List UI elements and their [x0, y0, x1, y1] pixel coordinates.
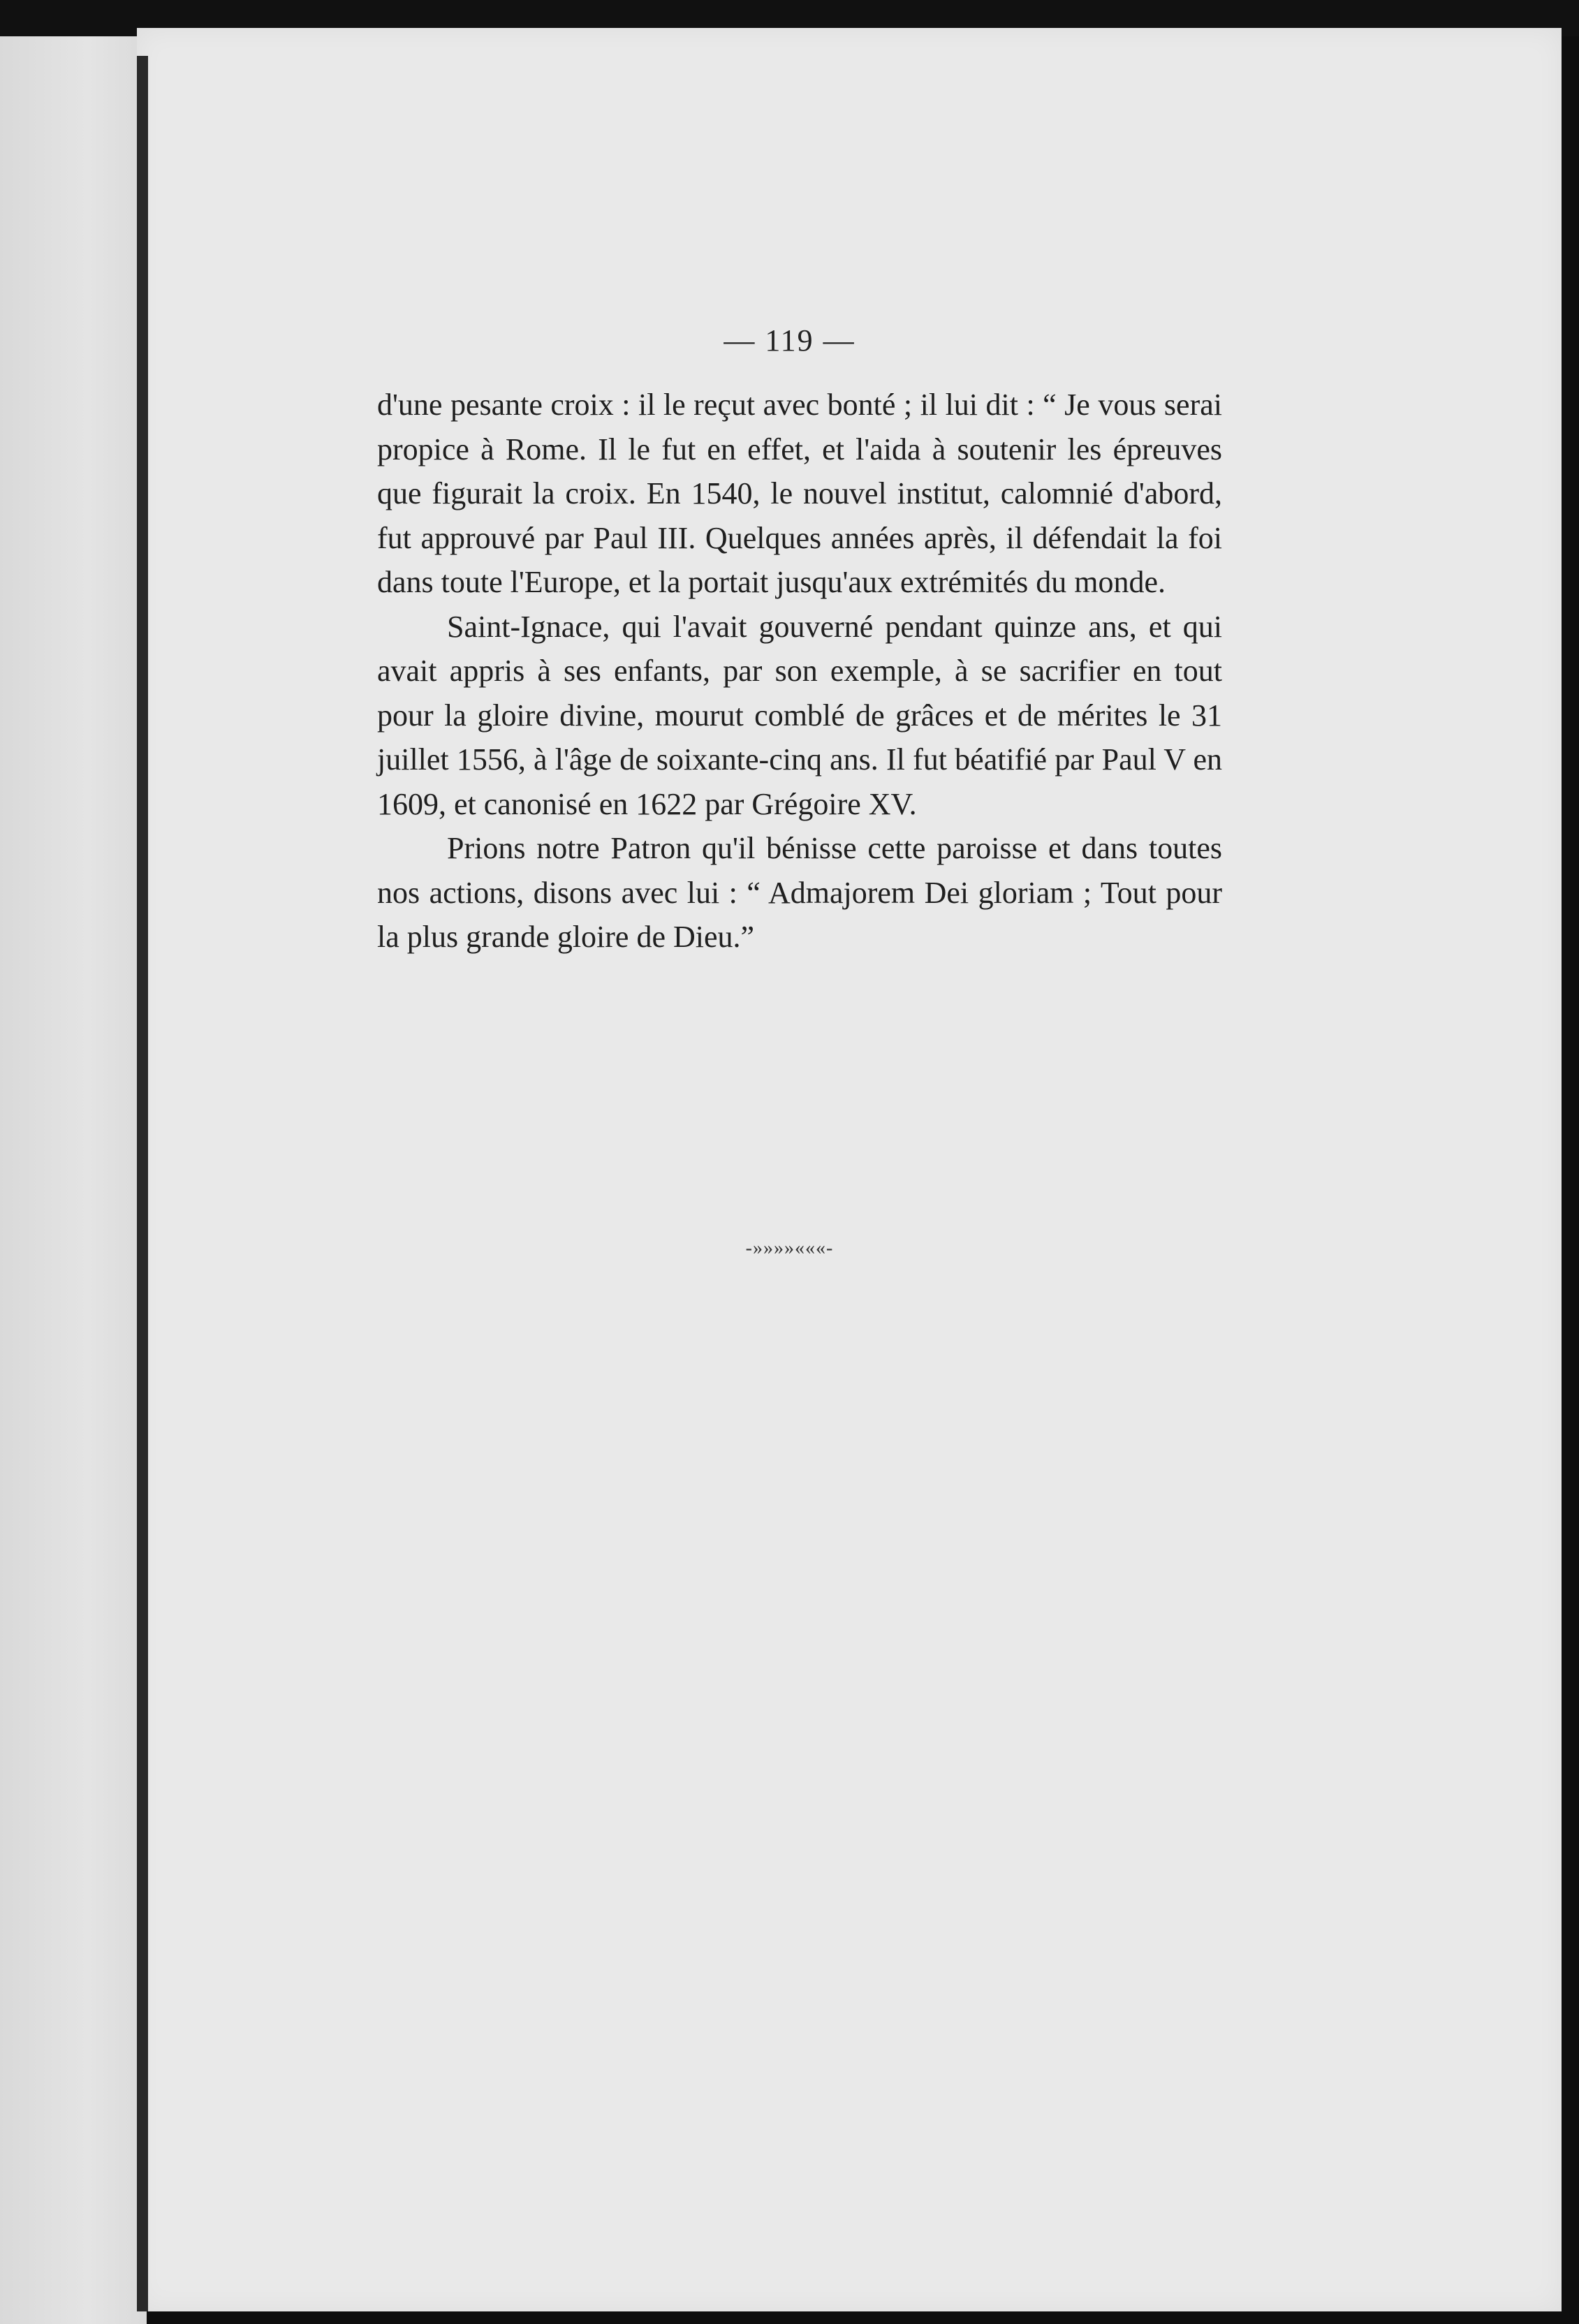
- book-page: [137, 28, 1562, 2311]
- page-spine-rule: [137, 56, 148, 2311]
- paragraph-1: d'une pesante croix : il le reçut avec bonté ; il lui dit : “ Je vous serai propice à Rome. Il le fut en effet, et l'aida à soutenir les épreuves que figurait la croix. En 1540, le nouvel institut, calomnié d'abord, fut approuvé par Paul III. Quelques années après, il défendait la foi dans toute l'Europe, et la portait jusqu'aux extrémités du monde.: [377, 388, 1222, 599]
- end-ornament: -»»»»«««-: [745, 1237, 834, 1259]
- paragraph-2: Saint-Ignace, qui l'avait gouverné pendant quinze ans, et qui avait appris à ses enfants, par son exemple, à se sacrifier en tout pour la gloire divine, mourut comblé de grâces et de mérites le 31 juillet 1556, à l'âge de soixante-cinq ans. Il fut béatifié par Paul V en 1609, et canonisé en 1622 par Grégoire XV.: [377, 609, 1222, 821]
- page-number: — 119 —: [724, 323, 855, 358]
- paragraph-3: Prions notre Patron qu'il bénisse cette paroisse et dans toutes nos actions, disons avec lui : “ Admajorem Dei gloriam ; Tout pour la plus grande gloire de Dieu.”: [377, 831, 1222, 954]
- body-text: [377, 383, 1222, 959]
